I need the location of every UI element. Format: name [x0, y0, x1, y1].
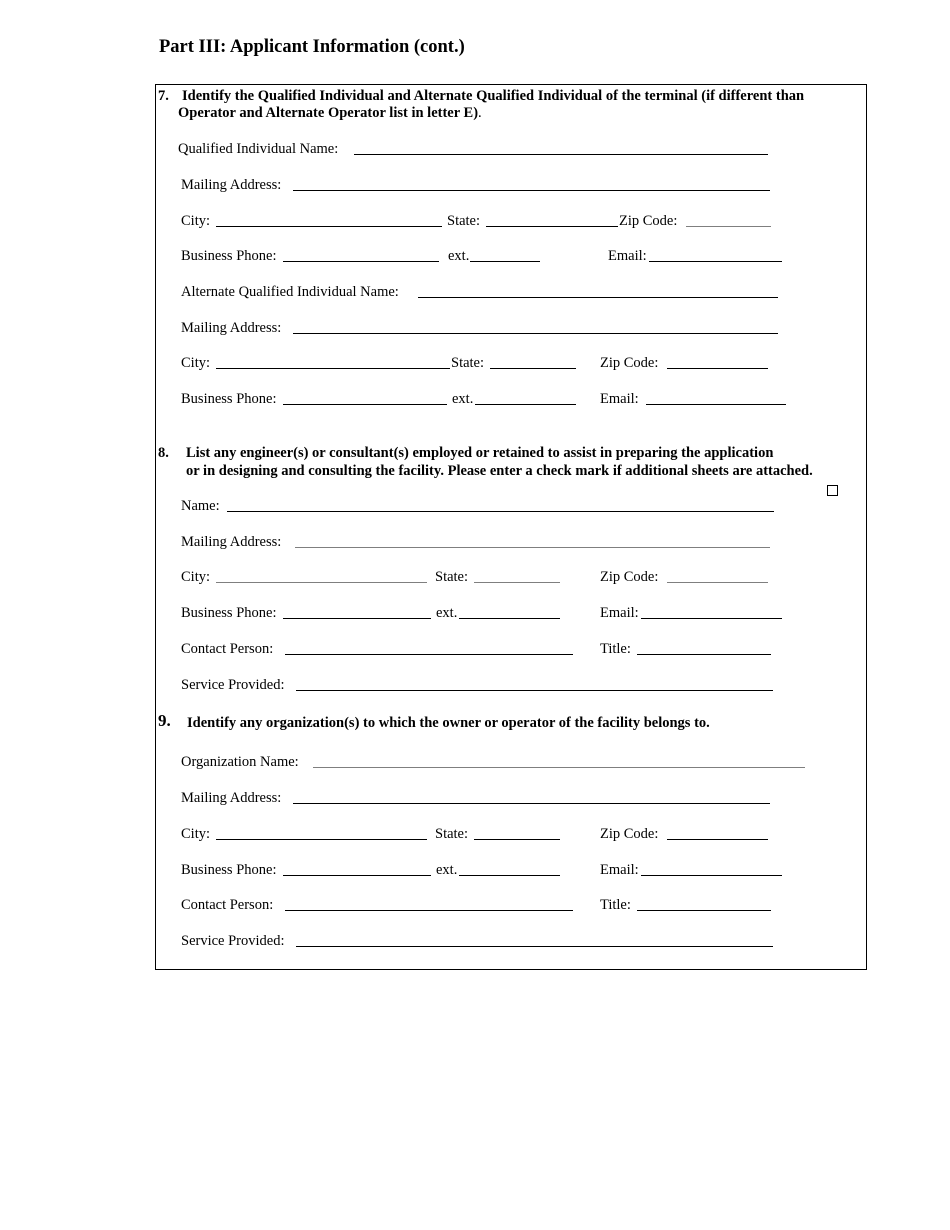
org-contact-person-field[interactable]	[285, 910, 573, 911]
q7-number: 7.	[158, 88, 169, 104]
consultant-name-field[interactable]	[227, 511, 774, 512]
alt-qi-ext-label: ext.	[452, 391, 474, 407]
consultant-name-label: Name:	[181, 498, 220, 514]
org-zip-label: Zip Code:	[600, 826, 659, 842]
org-service-provided-field[interactable]	[296, 946, 773, 947]
org-state-label: State:	[435, 826, 469, 842]
q7-text-line2: Operator and Alternate Operator list in letter E).	[178, 105, 482, 121]
consultant-ext-label: ext.	[436, 605, 458, 621]
organization-name-label: Organization Name:	[181, 754, 299, 770]
consultant-service-provided-label: Service Provided:	[181, 677, 285, 693]
consultant-mailing-address-field[interactable]	[295, 547, 770, 548]
consultant-email-label: Email:	[600, 605, 639, 621]
org-business-phone-label: Business Phone:	[181, 862, 277, 878]
alt-qi-mailing-address-field[interactable]	[293, 333, 778, 334]
form-frame	[155, 84, 867, 970]
consultant-title-field[interactable]	[637, 654, 771, 655]
qi-mailing-address-label: Mailing Address:	[181, 177, 282, 193]
page-title: Part III: Applicant Information (cont.)	[159, 37, 465, 57]
consultant-state-label: State:	[435, 569, 469, 585]
org-service-provided-label: Service Provided:	[181, 933, 285, 949]
consultant-state-field[interactable]	[474, 582, 560, 583]
org-email-label: Email:	[600, 862, 639, 878]
consultant-contact-person-label: Contact Person:	[181, 641, 274, 657]
consultant-city-label: City:	[181, 569, 211, 585]
qi-name-field[interactable]	[354, 154, 768, 155]
org-city-label: City:	[181, 826, 211, 842]
qi-email-label: Email:	[608, 248, 647, 264]
q7-text-line1: Identify the Qualified Individual and Alternate Qualified Individual of the terminal (if different than	[182, 88, 805, 104]
q8-number: 8.	[158, 445, 169, 461]
alt-qi-zip-field[interactable]	[667, 368, 768, 369]
alt-qi-email-label: Email:	[600, 391, 639, 407]
alt-qi-name-field[interactable]	[418, 297, 778, 298]
org-ext-field[interactable]	[459, 875, 560, 876]
org-title-field[interactable]	[637, 910, 771, 911]
qi-mailing-address-field[interactable]	[293, 190, 770, 191]
org-state-field[interactable]	[474, 839, 560, 840]
alt-qi-ext-field[interactable]	[475, 404, 576, 405]
consultant-ext-field[interactable]	[459, 618, 560, 619]
qi-state-label: State:	[447, 213, 481, 229]
consultant-zip-field[interactable]	[667, 582, 768, 583]
consultant-email-field[interactable]	[641, 618, 782, 619]
org-contact-person-label: Contact Person:	[181, 897, 274, 913]
alt-qi-business-phone-label: Business Phone:	[181, 391, 277, 407]
q8-text-line1: List any engineer(s) or consultant(s) employed or retained to assist in preparing the application	[186, 445, 774, 461]
qi-ext-field[interactable]	[470, 261, 540, 262]
consultant-title-label: Title:	[600, 641, 631, 657]
alt-qi-city-field[interactable]	[216, 368, 450, 369]
qi-zip-label: Zip Code:	[619, 213, 678, 229]
qi-state-field[interactable]	[486, 226, 618, 227]
qi-email-field[interactable]	[649, 261, 782, 262]
alt-qi-mailing-address-label: Mailing Address:	[181, 320, 282, 336]
consultant-zip-label: Zip Code:	[600, 569, 659, 585]
alt-qi-email-field[interactable]	[646, 404, 786, 405]
org-ext-label: ext.	[436, 862, 458, 878]
alt-qi-business-phone-field[interactable]	[283, 404, 447, 405]
consultant-mailing-address-label: Mailing Address:	[181, 534, 282, 550]
org-mailing-address-field[interactable]	[293, 803, 770, 804]
alt-qi-state-field[interactable]	[490, 368, 576, 369]
consultant-service-provided-field[interactable]	[296, 690, 773, 691]
alt-qi-zip-label: Zip Code:	[600, 355, 659, 371]
additional-sheets-checkbox[interactable]	[827, 485, 838, 496]
org-title-label: Title:	[600, 897, 631, 913]
consultant-business-phone-label: Business Phone:	[181, 605, 277, 621]
qi-zip-field[interactable]	[686, 226, 771, 227]
org-zip-field[interactable]	[667, 839, 768, 840]
qi-business-phone-label: Business Phone:	[181, 248, 277, 264]
organization-name-field[interactable]	[313, 767, 805, 768]
org-mailing-address-label: Mailing Address:	[181, 790, 282, 806]
org-business-phone-field[interactable]	[283, 875, 431, 876]
q9-number: 9.	[158, 711, 171, 730]
org-email-field[interactable]	[641, 875, 782, 876]
qi-name-label: Qualified Individual Name:	[178, 141, 339, 157]
consultant-contact-person-field[interactable]	[285, 654, 573, 655]
alt-qi-state-label: State:	[451, 355, 485, 371]
alt-qi-name-label: Alternate Qualified Individual Name:	[181, 284, 399, 300]
q9-text: Identify any organization(s) to which the owner or operator of the facility belongs to.	[187, 715, 710, 731]
qi-city-label: City:	[181, 213, 211, 229]
qi-ext-label: ext.	[448, 248, 470, 264]
qi-city-field[interactable]	[216, 226, 442, 227]
consultant-business-phone-field[interactable]	[283, 618, 431, 619]
alt-qi-city-label: City:	[181, 355, 211, 371]
q8-text-line2: or in designing and consulting the facility. Please enter a check mark if additional sheets are attached.	[186, 463, 813, 479]
org-city-field[interactable]	[216, 839, 427, 840]
qi-business-phone-field[interactable]	[283, 261, 439, 262]
consultant-city-field[interactable]	[216, 582, 427, 583]
